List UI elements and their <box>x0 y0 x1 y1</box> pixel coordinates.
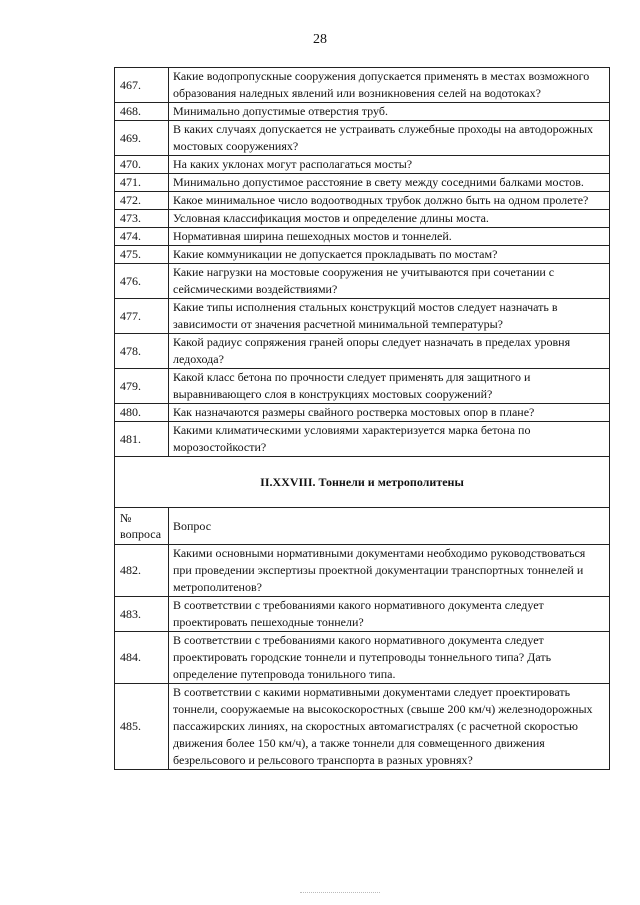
table-row <box>115 264 610 299</box>
question-text: Какие водопропускные сооружения допускается применять в местах возможного образования наледных явлений или возникновения селей на водотоках? <box>169 68 610 103</box>
question-number: 475. <box>115 246 169 264</box>
question-text: Как назначаются размеры свайного ростверка мостовых опор в плане? <box>169 404 610 422</box>
table-row <box>115 684 610 770</box>
question-number: 476. <box>115 264 169 299</box>
question-number: 474. <box>115 228 169 246</box>
table-row <box>115 156 610 174</box>
page-number: 28 <box>313 32 327 47</box>
table-row <box>115 422 610 457</box>
table-row <box>115 68 610 103</box>
table-row <box>115 210 610 228</box>
header-number-column <box>115 508 169 545</box>
question-text: Какое минимальное число водоотводных трубок должно быть на одном пролете? <box>169 192 610 210</box>
questions-table <box>114 67 610 770</box>
question-number: 480. <box>115 404 169 422</box>
questions-table-body <box>115 68 610 770</box>
question-text: Условная классификация мостов и определение длины моста. <box>169 210 610 228</box>
table-row <box>115 246 610 264</box>
question-number: 467. <box>115 68 169 103</box>
question-text: Какими климатическими условиями характеризуется марка бетона по морозостойкости? <box>169 422 610 457</box>
question-text: Минимально допустимые отверстия труб. <box>169 103 610 121</box>
question-number: 471. <box>115 174 169 192</box>
table-row <box>115 192 610 210</box>
question-text: Какие нагрузки на мостовые сооружения не учитываются при сочетании с сейсмическими воздействиями? <box>169 264 610 299</box>
header-number-label: вопроса <box>120 527 162 541</box>
question-number: 472. <box>115 192 169 210</box>
section-title: II.XXVIII. Тоннели и метрополитены <box>115 457 610 508</box>
table-header-row <box>115 508 610 545</box>
question-number: 473. <box>115 210 169 228</box>
table-row <box>115 632 610 684</box>
question-text: В соответствии с какими нормативными документами следует проектировать тоннели, сооружаемые на высокоскоростных (свыше 200 км/ч) железнодорожных пассажирских линиях, на скоростных автомагистралях (с расчетной скоростью движения более 150 км/ч), а также тоннели для совмещенного движения безрельсового и рельсового транспорта в разных уровнях? <box>169 684 610 770</box>
question-number: 485. <box>115 684 169 770</box>
question-text: Какие коммуникации не допускается прокладывать по мостам? <box>169 246 610 264</box>
question-text: В соответствии с требованиями какого нормативного документа следует проектировать пешеходные тоннели? <box>169 597 610 632</box>
table-row <box>115 404 610 422</box>
question-number: 484. <box>115 632 169 684</box>
question-text: Какой класс бетона по прочности следует применять для защитного и выравнивающего слоя в конструкциях мостовых сооружений? <box>169 369 610 404</box>
question-text: Какой радиус сопряжения граней опоры следует назначать в пределах уровня ледохода? <box>169 334 610 369</box>
question-number: 479. <box>115 369 169 404</box>
question-text: Минимально допустимое расстояние в свету между соседними балками мостов. <box>169 174 610 192</box>
question-number: 482. <box>115 545 169 597</box>
table-row <box>115 228 610 246</box>
table-row <box>115 334 610 369</box>
table-row <box>115 597 610 632</box>
question-number: 483. <box>115 597 169 632</box>
header-number-symbol: № <box>120 511 132 525</box>
table-row <box>115 369 610 404</box>
question-number: 481. <box>115 422 169 457</box>
question-text: Нормативная ширина пешеходных мостов и тоннелей. <box>169 228 610 246</box>
question-number: 468. <box>115 103 169 121</box>
table-row <box>115 103 610 121</box>
table-row <box>115 174 610 192</box>
question-number: 477. <box>115 299 169 334</box>
question-text: На каких уклонах могут располагаться мосты? <box>169 156 610 174</box>
question-text: Какими основными нормативными документами необходимо руководствоваться при проведении экспертизы проектной документации транспортных тоннелей и метрополитенов? <box>169 545 610 597</box>
question-text: В соответствии с требованиями какого нормативного документа следует проектировать городские тоннели и путепроводы тоннельного типа? Дать определение путепровода тонильного типа. <box>169 632 610 684</box>
table-row <box>115 299 610 334</box>
scan-artifact <box>300 892 380 895</box>
header-question-column: Вопрос <box>169 508 610 545</box>
section-row <box>115 457 610 508</box>
table-row <box>115 545 610 597</box>
question-text: Какие типы исполнения стальных конструкций мостов следует назначать в зависимости от значения расчетной минимальной температуры? <box>169 299 610 334</box>
question-number: 469. <box>115 121 169 156</box>
question-number: 470. <box>115 156 169 174</box>
table-row <box>115 121 610 156</box>
question-number: 478. <box>115 334 169 369</box>
question-text: В каких случаях допускается не устраивать служебные проходы на автодорожных мостовых сооружениях? <box>169 121 610 156</box>
